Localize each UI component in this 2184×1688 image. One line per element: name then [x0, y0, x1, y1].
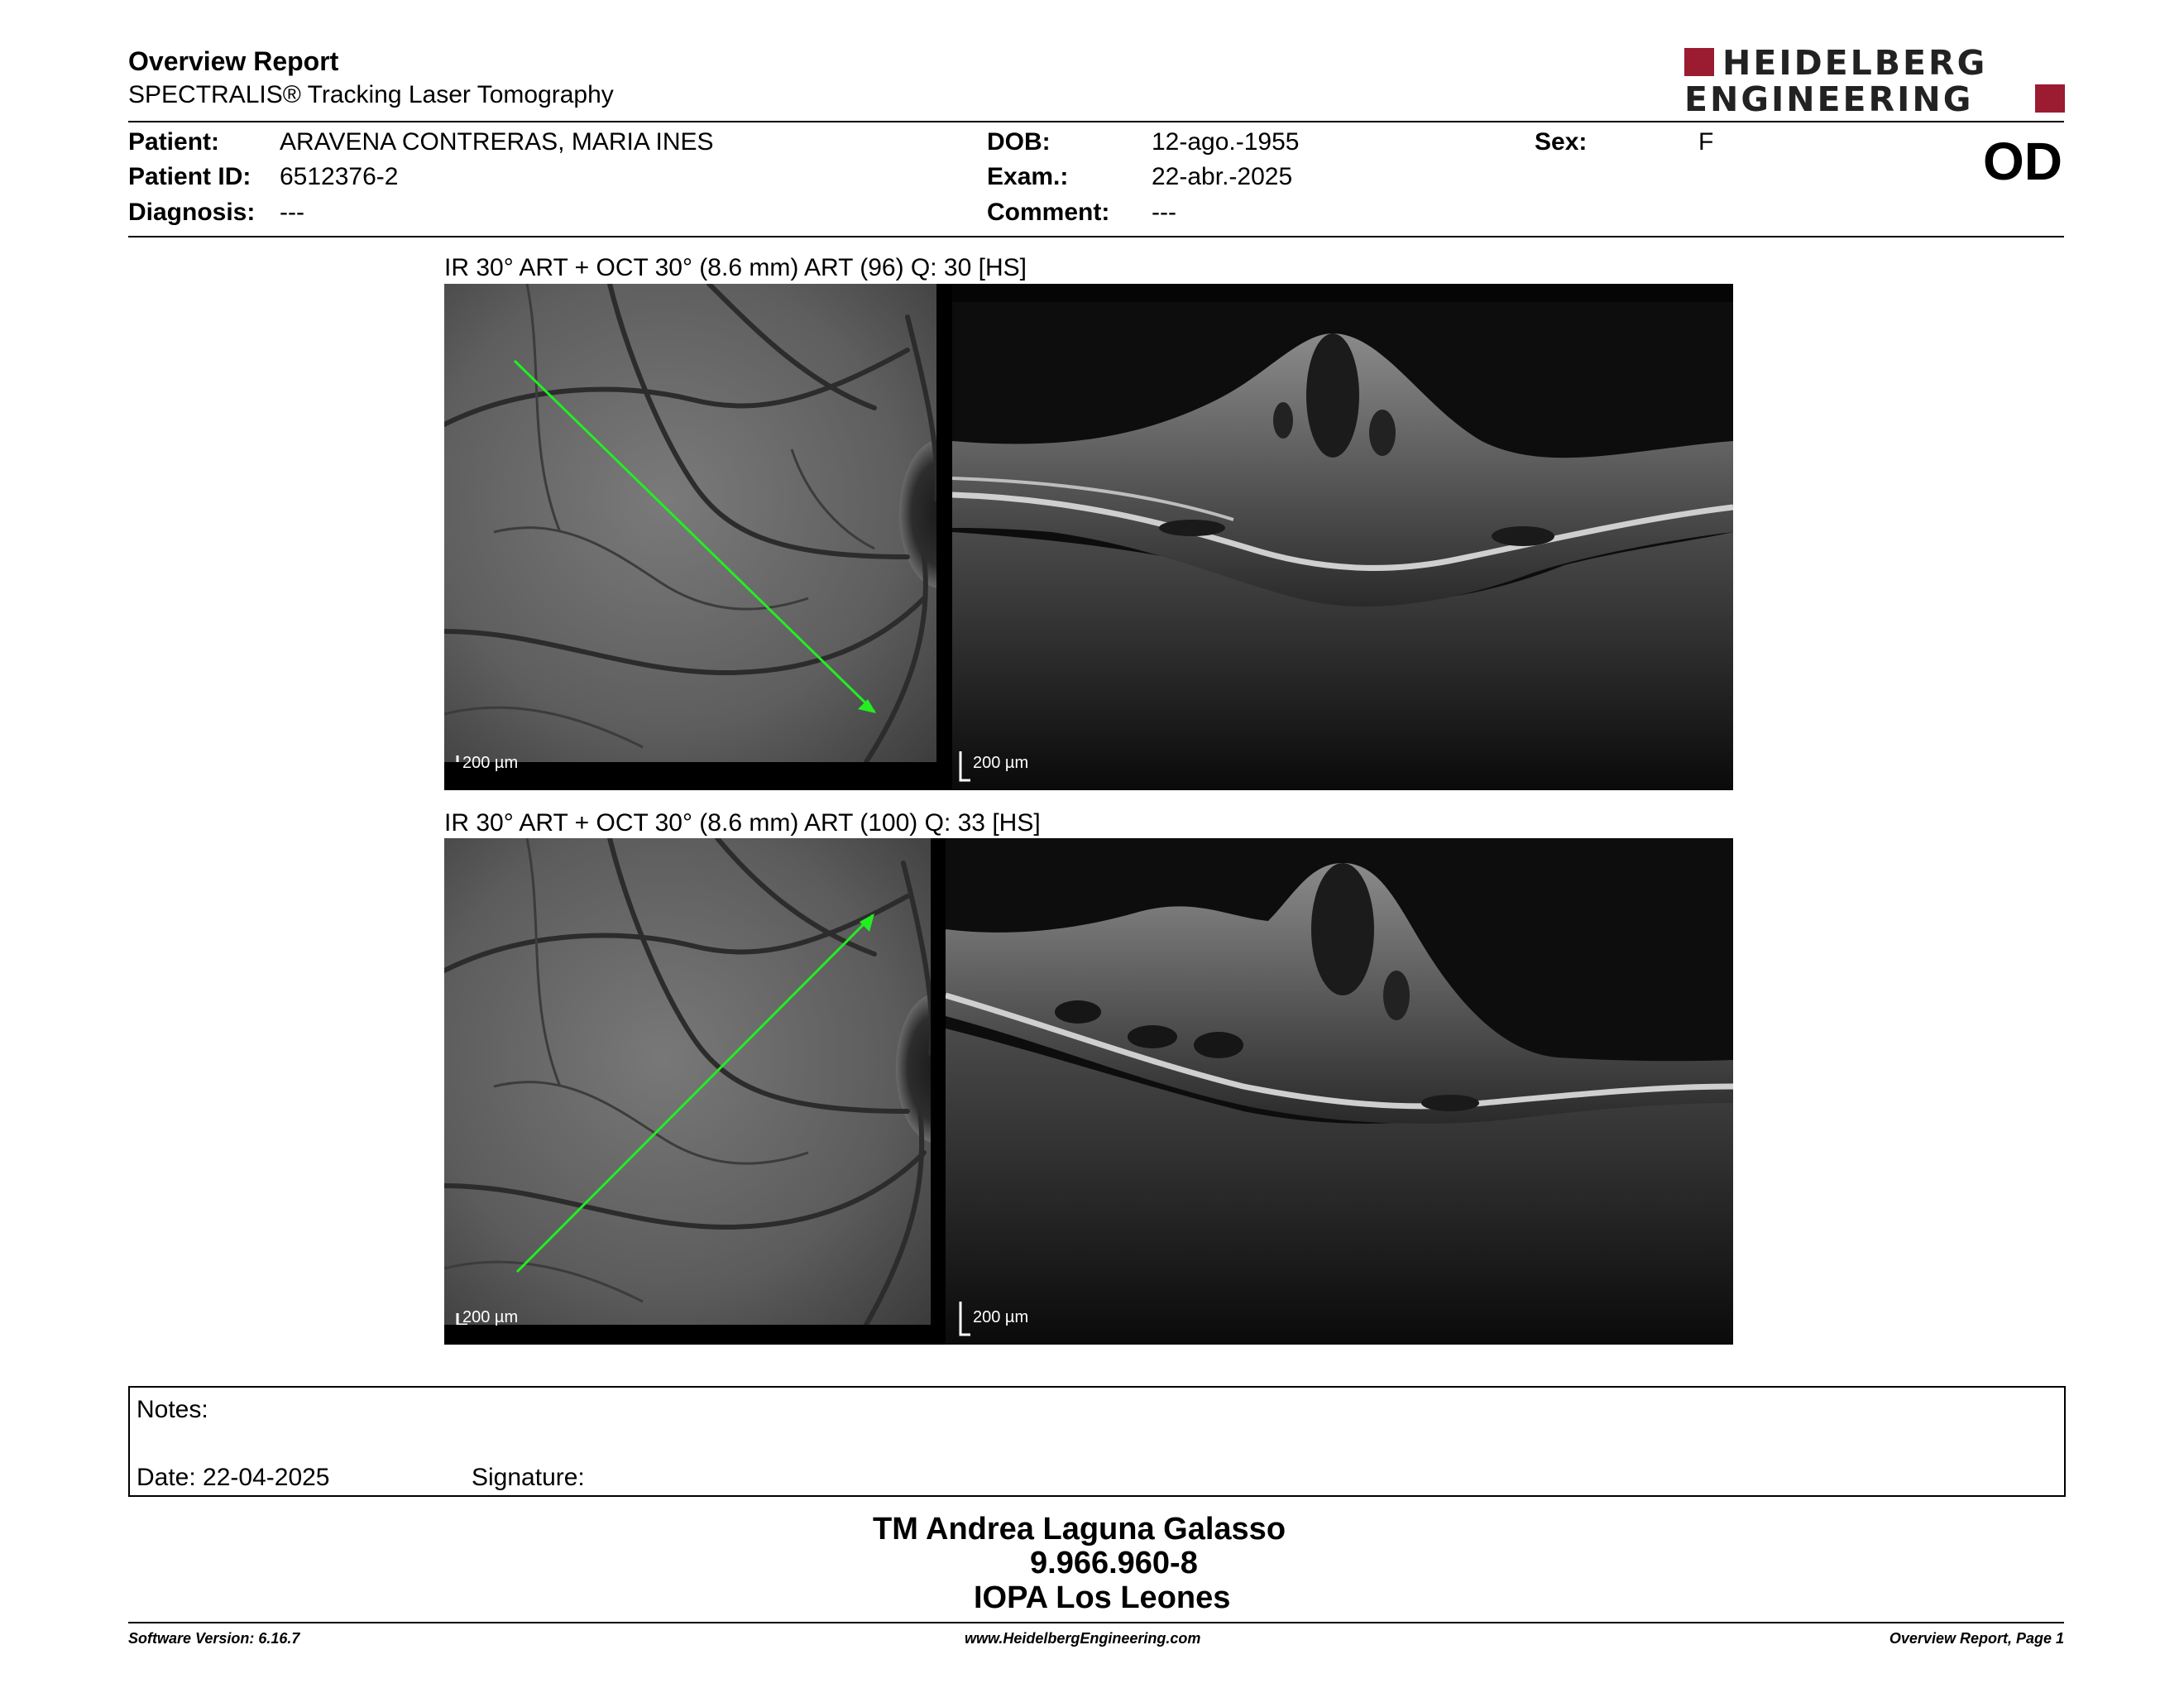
sex-value: F — [1698, 128, 1714, 156]
page-indicator: Overview Report, Page 1 — [1889, 1630, 2064, 1647]
scan-1-title: IR 30° ART + OCT 30° (8.6 mm) ART (96) Q: 30 [HS] — [444, 254, 1027, 281]
patient-id: 6512376-2 — [280, 163, 399, 190]
signature-name: TM Andrea Laguna Galasso — [873, 1512, 1286, 1547]
scan-1-oct-scale: 200 µm — [973, 754, 1029, 772]
scan-2-fundus-scale: 200 µm — [462, 1308, 519, 1326]
scan-2-title: IR 30° ART + OCT 30° (8.6 mm) ART (100) Q: 33 [HS] — [444, 809, 1041, 837]
logo-square-top — [1684, 48, 1714, 76]
header-divider — [128, 121, 2064, 122]
notes-date: Date: 22-04-2025 — [136, 1464, 330, 1491]
patient-label: Patient: — [128, 128, 220, 156]
logo-square-bottom — [2035, 84, 2065, 113]
report-subtitle: SPECTRALIS® Tracking Laser Tomography — [128, 81, 614, 108]
scan-2-oct-image — [946, 838, 1733, 1345]
dob-value: 12-ago.-1955 — [1152, 128, 1300, 156]
comment-value: --- — [1152, 199, 1176, 226]
notes-box — [128, 1386, 2066, 1497]
comment-label: Comment: — [987, 199, 1110, 226]
scan-1-fundus-scale: 200 µm — [462, 754, 519, 772]
signature-id: 9.966.960-8 — [1030, 1546, 1198, 1580]
logo-line-2: ENGINEERING — [1684, 79, 1974, 119]
report-title: Overview Report — [128, 46, 339, 76]
scan-2-oct-scale: 200 µm — [973, 1308, 1029, 1326]
diagnosis-value: --- — [280, 199, 304, 226]
website-link[interactable]: www.HeidelbergEngineering.com — [965, 1630, 1201, 1647]
sex-label: Sex: — [1535, 128, 1588, 156]
scan-2-panel — [444, 838, 1733, 1345]
heidelberg-logo — [1684, 43, 2065, 119]
eye-indicator: OD — [1983, 132, 2062, 191]
patient-name: ARAVENA CONTRERAS, MARIA INES — [280, 128, 714, 156]
scan-1-fundus-image — [444, 284, 936, 762]
scan-2-fundus-image — [444, 838, 931, 1325]
scan-1-panel — [444, 284, 1733, 790]
patient-id-label: Patient ID: — [128, 163, 251, 190]
dob-label: DOB: — [987, 128, 1051, 156]
scan-1-oct-image — [952, 284, 1733, 790]
diagnosis-label: Diagnosis: — [128, 199, 256, 226]
exam-value: 22-abr.-2025 — [1152, 163, 1293, 190]
logo-line-1: HEIDELBERG — [1722, 43, 1988, 83]
exam-label: Exam.: — [987, 163, 1069, 190]
notes-signature-label: Signature: — [472, 1464, 585, 1491]
software-version: Software Version: 6.16.7 — [128, 1630, 300, 1647]
notes-label: Notes: — [136, 1396, 208, 1423]
footer-divider — [128, 1622, 2064, 1623]
patient-divider — [128, 236, 2064, 237]
signature-institution: IOPA Los Leones — [974, 1580, 1231, 1615]
